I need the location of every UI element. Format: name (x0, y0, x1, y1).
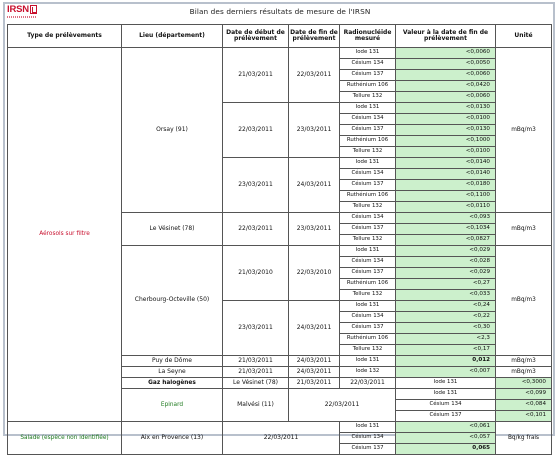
value: <0,061 (396, 422, 496, 433)
date-debut: 21/03/2011 (223, 367, 289, 378)
nuclide: Ruthénium 106 (340, 81, 396, 92)
date-debut: 21/03/2010 (223, 246, 289, 301)
value: <0,029 (396, 246, 496, 257)
value: <0,30 (396, 323, 496, 334)
table-row (8, 48, 552, 59)
nuclide: Césium 137 (340, 323, 396, 334)
nuclide: Césium 134 (340, 114, 396, 125)
header-lieu: Lieu (département) (122, 25, 223, 48)
nuclide: Iode 131 (340, 246, 396, 257)
value: <0,24 (396, 301, 496, 312)
irsn-logo-underline (7, 16, 37, 18)
type-salade: Salade (espèce non identifiée) (8, 422, 122, 455)
date-fin: 22/03/2011 (340, 378, 396, 389)
value: <0,22 (396, 312, 496, 323)
value: <0,099 (496, 389, 552, 400)
nuclide: Tellure 132 (340, 147, 396, 158)
lieu-cherbourg: Cherbourg-Octeville (50) (122, 246, 223, 356)
nuclide: Iode 131 (396, 389, 496, 400)
results-table (7, 24, 552, 455)
value: <0,0060 (396, 92, 496, 103)
value: <0,27 (396, 279, 496, 290)
unit-vesinet: mBq/m3 (496, 213, 552, 246)
value: <0,1000 (396, 136, 496, 147)
value: <0,0050 (396, 59, 496, 70)
lieu-orsay: Orsay (91) (122, 48, 223, 213)
nuclide: Césium 134 (340, 169, 396, 180)
value: <0,093 (396, 213, 496, 224)
date-fin: 23/03/2011 (289, 213, 340, 246)
type-epinard: Epinard (122, 389, 223, 422)
value: 0,012 (396, 356, 496, 367)
nuclide: Césium 134 (340, 433, 396, 444)
date-fin: 24/03/2011 (289, 356, 340, 367)
nuclide: Iode 131 (340, 48, 396, 59)
nuclide: Césium 137 (340, 444, 396, 455)
unit-cherbourg: mBq/m3 (496, 246, 552, 356)
unit-salade: Bq/kg frais (496, 422, 552, 455)
date-debut: 22/03/2011 (223, 103, 289, 158)
value: <0,0100 (396, 147, 496, 158)
date-fin: 22/03/2011 (289, 48, 340, 103)
nuclide: Césium 134 (340, 257, 396, 268)
nuclide: Césium 137 (340, 125, 396, 136)
value: <0,0130 (396, 103, 496, 114)
date-debut: 21/03/2011 (223, 356, 289, 367)
lieu-vesinet-gaz: Le Vésinet (78) (223, 378, 289, 389)
date-fin: 24/03/2011 (289, 158, 340, 213)
nuclide: Césium 137 (340, 268, 396, 279)
nuclide: Ruthénium 106 (340, 279, 396, 290)
value: <0,0420 (396, 81, 496, 92)
date-debut: 23/03/2011 (223, 301, 289, 356)
value: <0,028 (396, 257, 496, 268)
value: <0,033 (396, 290, 496, 301)
value: <0,17 (396, 345, 496, 356)
lieu-seyne: La Seyne (122, 367, 223, 378)
type-gaz: Gaz halogènes (122, 378, 223, 389)
header-radio: Radionucléide mesuré (340, 25, 396, 48)
nuclide: Ruthénium 106 (340, 334, 396, 345)
value: <0,007 (396, 367, 496, 378)
date-prelevement: 22/03/2011 (223, 422, 340, 455)
nuclide: Césium 134 (340, 312, 396, 323)
unit-puy: mBq/m3 (496, 356, 552, 367)
type-aerosols: Aérosols sur filtre (8, 48, 122, 422)
nuclide: Iode 131 (340, 422, 396, 433)
lieu-vesinet: Le Vésinet (78) (122, 213, 223, 246)
value: <0,3000 (496, 378, 552, 389)
date-fin: 24/03/2011 (289, 367, 340, 378)
nuclide: Césium 137 (340, 180, 396, 191)
value: <0,0060 (396, 70, 496, 81)
table-row (8, 422, 552, 433)
nuclide: Tellure 132 (340, 345, 396, 356)
nuclide: Iode 131 (396, 378, 496, 389)
date-debut: 21/03/2011 (223, 48, 289, 103)
date-fin: 24/03/2011 (289, 301, 340, 356)
nuclide: Iode 131 (340, 356, 396, 367)
nuclide: Césium 134 (340, 213, 396, 224)
header-unite: Unité (496, 25, 552, 48)
header-type: Type de prélèvements (8, 25, 122, 48)
date-debut: 22/03/2011 (223, 213, 289, 246)
date-debut: 21/03/2011 (289, 378, 340, 389)
nuclide: Ruthénium 106 (340, 191, 396, 202)
header-row (8, 25, 552, 48)
nuclide: Iode 131 (340, 158, 396, 169)
nuclide: Césium 134 (340, 59, 396, 70)
header-debut: Date de début de prélèvement (223, 25, 289, 48)
date-debut: 23/03/2011 (223, 158, 289, 213)
value: <0,0130 (396, 125, 496, 136)
value: 0,065 (396, 444, 496, 455)
page-title: Bilan des derniers résultats de mesure de l'IRSN (189, 7, 371, 16)
nuclide: Césium 137 (340, 70, 396, 81)
value: <0,0100 (396, 114, 496, 125)
nuclide: Iode 132 (340, 367, 396, 378)
unit-seyne: mBq/m3 (496, 367, 552, 378)
nuclide: Iode 131 (340, 103, 396, 114)
header-valeur: Valeur à la date de fin de prélèvement (396, 25, 496, 48)
value: <0,0060 (396, 48, 496, 59)
nuclide: Tellure 132 (340, 92, 396, 103)
date-prelevement: 22/03/2011 (289, 389, 396, 422)
unit-orsay: mBq/m3 (496, 48, 552, 213)
lieu-aix: Aix en Provence (13) (122, 422, 223, 455)
value: <0,1100 (396, 191, 496, 202)
date-fin: 22/03/2010 (289, 246, 340, 301)
nuclide: Tellure 132 (340, 290, 396, 301)
nuclide: Césium 137 (396, 411, 496, 422)
value: <0,1034 (396, 224, 496, 235)
nuclide: Césium 137 (340, 224, 396, 235)
value: <0,0180 (396, 180, 496, 191)
nuclide: Tellure 132 (340, 202, 396, 213)
value: <0,0827 (396, 235, 496, 246)
nuclide: Ruthénium 106 (340, 136, 396, 147)
value: <0,057 (396, 433, 496, 444)
lieu-puy: Puy de Dôme (122, 356, 223, 367)
value: <2,3 (396, 334, 496, 345)
value: <0,0140 (396, 158, 496, 169)
irsn-logo-text: IRSN (7, 4, 29, 15)
value: <0,101 (496, 411, 552, 422)
lieu-malvesi: Malvési (11) (223, 389, 289, 422)
nuclide: Iode 131 (340, 301, 396, 312)
nuclide: Césium 134 (396, 400, 496, 411)
nuclide: Tellure 132 (340, 235, 396, 246)
value: <0,084 (496, 400, 552, 411)
value: <0,029 (396, 268, 496, 279)
value: <0,0140 (396, 169, 496, 180)
date-fin: 23/03/2011 (289, 103, 340, 158)
value: <0,0110 (396, 202, 496, 213)
header-fin: Date de fin de prélèvement (289, 25, 340, 48)
